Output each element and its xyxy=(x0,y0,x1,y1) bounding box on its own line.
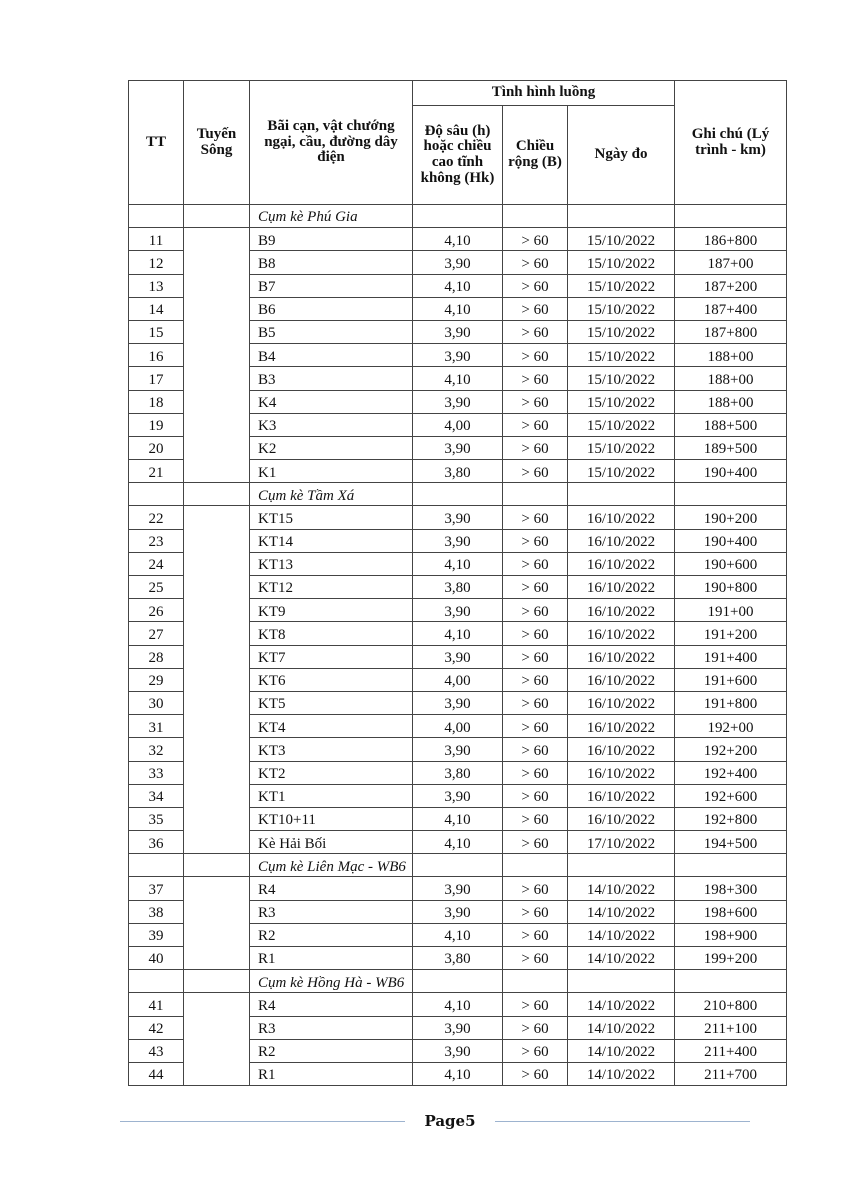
row-depth: 4,10 xyxy=(413,274,503,297)
row-width: > 60 xyxy=(503,274,568,297)
row-depth: 4,10 xyxy=(413,831,503,854)
row-obstacle-name: KT2 xyxy=(250,761,413,784)
row-note: 211+400 xyxy=(675,1039,787,1062)
row-obstacle-name: R1 xyxy=(250,1062,413,1085)
row-note: 192+600 xyxy=(675,784,787,807)
row-width: > 60 xyxy=(503,576,568,599)
row-note: 192+400 xyxy=(675,761,787,784)
page-number: Page5 xyxy=(424,1112,476,1130)
row-note: 187+200 xyxy=(675,274,787,297)
group-date-cell xyxy=(568,970,675,993)
row-width: > 60 xyxy=(503,344,568,367)
row-note: 186+800 xyxy=(675,228,787,251)
row-note: 187+400 xyxy=(675,297,787,320)
row-tt: 41 xyxy=(129,993,184,1016)
row-date: 14/10/2022 xyxy=(568,1039,675,1062)
group-tt-cell xyxy=(129,205,184,228)
row-width: > 60 xyxy=(503,436,568,459)
row-tt: 28 xyxy=(129,645,184,668)
row-note: 191+600 xyxy=(675,668,787,691)
row-width: > 60 xyxy=(503,691,568,714)
row-depth: 3,80 xyxy=(413,576,503,599)
group-row xyxy=(129,854,787,877)
header-width: Chiều rộng (B) xyxy=(503,106,568,205)
row-date: 16/10/2022 xyxy=(568,645,675,668)
river-cell xyxy=(184,506,250,854)
row-depth: 3,90 xyxy=(413,344,503,367)
row-width: > 60 xyxy=(503,622,568,645)
header-river: Tuyến Sông xyxy=(184,81,250,205)
row-depth: 4,10 xyxy=(413,228,503,251)
row-width: > 60 xyxy=(503,715,568,738)
row-date: 15/10/2022 xyxy=(568,320,675,343)
group-width-cell xyxy=(503,483,568,506)
row-depth: 4,10 xyxy=(413,297,503,320)
row-depth: 3,90 xyxy=(413,645,503,668)
row-tt: 14 xyxy=(129,297,184,320)
row-tt: 42 xyxy=(129,1016,184,1039)
header-tt: TT xyxy=(129,81,184,205)
row-obstacle-name: R2 xyxy=(250,923,413,946)
row-width: > 60 xyxy=(503,297,568,320)
table-row xyxy=(129,877,787,900)
row-date: 15/10/2022 xyxy=(568,251,675,274)
row-tt: 43 xyxy=(129,1039,184,1062)
row-width: > 60 xyxy=(503,506,568,529)
footer-rule-right xyxy=(495,1121,750,1122)
table-row xyxy=(129,993,787,1016)
row-obstacle-name: B6 xyxy=(250,297,413,320)
row-depth: 3,90 xyxy=(413,691,503,714)
row-obstacle-name: R4 xyxy=(250,877,413,900)
row-width: > 60 xyxy=(503,668,568,691)
group-row xyxy=(129,483,787,506)
row-note: 199+200 xyxy=(675,947,787,970)
row-obstacle-name: B9 xyxy=(250,228,413,251)
row-width: > 60 xyxy=(503,460,568,483)
row-width: > 60 xyxy=(503,552,568,575)
row-tt: 39 xyxy=(129,923,184,946)
row-tt: 24 xyxy=(129,552,184,575)
row-tt: 17 xyxy=(129,367,184,390)
row-obstacle-name: R1 xyxy=(250,947,413,970)
row-width: > 60 xyxy=(503,900,568,923)
header-channel-status: Tình hình luồng xyxy=(413,81,675,106)
row-depth: 4,10 xyxy=(413,367,503,390)
row-tt: 35 xyxy=(129,807,184,830)
group-date-cell xyxy=(568,854,675,877)
row-tt: 34 xyxy=(129,784,184,807)
row-date: 16/10/2022 xyxy=(568,738,675,761)
row-width: > 60 xyxy=(503,738,568,761)
row-obstacle-name: R3 xyxy=(250,900,413,923)
row-width: > 60 xyxy=(503,251,568,274)
row-obstacle-name: R3 xyxy=(250,1016,413,1039)
row-depth: 4,10 xyxy=(413,993,503,1016)
group-river-cell xyxy=(184,970,250,993)
row-depth: 4,10 xyxy=(413,552,503,575)
header-depth: Độ sâu (h) hoặc chiều cao tĩnh không (Hk) xyxy=(413,106,503,205)
row-width: > 60 xyxy=(503,645,568,668)
row-obstacle-name: KT13 xyxy=(250,552,413,575)
row-note: 187+00 xyxy=(675,251,787,274)
group-width-cell xyxy=(503,854,568,877)
row-note: 187+800 xyxy=(675,320,787,343)
row-tt: 44 xyxy=(129,1062,184,1085)
row-width: > 60 xyxy=(503,390,568,413)
row-date: 15/10/2022 xyxy=(568,274,675,297)
row-depth: 3,90 xyxy=(413,1039,503,1062)
row-note: 188+00 xyxy=(675,344,787,367)
row-date: 16/10/2022 xyxy=(568,715,675,738)
row-width: > 60 xyxy=(503,923,568,946)
group-width-cell xyxy=(503,970,568,993)
row-note: 211+700 xyxy=(675,1062,787,1085)
row-note: 190+400 xyxy=(675,460,787,483)
row-obstacle-name: KT7 xyxy=(250,645,413,668)
row-obstacle-name: K1 xyxy=(250,460,413,483)
row-date: 15/10/2022 xyxy=(568,413,675,436)
table-row xyxy=(129,506,787,529)
group-date-cell xyxy=(568,205,675,228)
row-depth: 4,10 xyxy=(413,923,503,946)
group-river-cell xyxy=(184,205,250,228)
row-depth: 3,80 xyxy=(413,460,503,483)
row-obstacle-name: B4 xyxy=(250,344,413,367)
row-date: 14/10/2022 xyxy=(568,1062,675,1085)
row-note: 191+400 xyxy=(675,645,787,668)
row-width: > 60 xyxy=(503,1016,568,1039)
row-note: 190+400 xyxy=(675,529,787,552)
row-obstacle-name: K2 xyxy=(250,436,413,459)
row-depth: 3,90 xyxy=(413,784,503,807)
row-note: 194+500 xyxy=(675,831,787,854)
row-tt: 19 xyxy=(129,413,184,436)
row-note: 191+00 xyxy=(675,599,787,622)
row-obstacle-name: KT1 xyxy=(250,784,413,807)
row-date: 15/10/2022 xyxy=(568,297,675,320)
row-date: 14/10/2022 xyxy=(568,993,675,1016)
row-date: 16/10/2022 xyxy=(568,622,675,645)
river-cell xyxy=(184,993,250,1086)
header-note: Ghi chú (Lý trình - km) xyxy=(675,81,787,205)
row-obstacle-name: KT14 xyxy=(250,529,413,552)
row-depth: 3,80 xyxy=(413,761,503,784)
row-depth: 3,90 xyxy=(413,390,503,413)
row-obstacle-name: R4 xyxy=(250,993,413,1016)
row-width: > 60 xyxy=(503,784,568,807)
row-tt: 26 xyxy=(129,599,184,622)
row-tt: 15 xyxy=(129,320,184,343)
row-depth: 3,90 xyxy=(413,320,503,343)
row-date: 16/10/2022 xyxy=(568,761,675,784)
river-cell xyxy=(184,877,250,970)
row-note: 210+800 xyxy=(675,993,787,1016)
group-name: Cụm kè Phú Gia xyxy=(250,205,413,228)
row-tt: 21 xyxy=(129,460,184,483)
group-depth-cell xyxy=(413,483,503,506)
row-date: 16/10/2022 xyxy=(568,807,675,830)
group-note-cell xyxy=(675,970,787,993)
row-depth: 4,10 xyxy=(413,1062,503,1085)
row-depth: 3,90 xyxy=(413,436,503,459)
row-date: 17/10/2022 xyxy=(568,831,675,854)
row-date: 14/10/2022 xyxy=(568,923,675,946)
row-depth: 3,90 xyxy=(413,900,503,923)
row-tt: 36 xyxy=(129,831,184,854)
group-river-cell xyxy=(184,854,250,877)
row-obstacle-name: B8 xyxy=(250,251,413,274)
row-depth: 3,90 xyxy=(413,529,503,552)
row-note: 192+200 xyxy=(675,738,787,761)
group-river-cell xyxy=(184,483,250,506)
row-width: > 60 xyxy=(503,413,568,436)
row-tt: 40 xyxy=(129,947,184,970)
row-obstacle-name: K3 xyxy=(250,413,413,436)
row-width: > 60 xyxy=(503,367,568,390)
row-depth: 3,80 xyxy=(413,947,503,970)
group-row xyxy=(129,205,787,228)
row-date: 16/10/2022 xyxy=(568,784,675,807)
row-width: > 60 xyxy=(503,1062,568,1085)
row-depth: 3,90 xyxy=(413,877,503,900)
row-date: 16/10/2022 xyxy=(568,576,675,599)
group-depth-cell xyxy=(413,854,503,877)
row-date: 14/10/2022 xyxy=(568,947,675,970)
row-obstacle-name: K4 xyxy=(250,390,413,413)
data-table xyxy=(128,80,787,1086)
row-width: > 60 xyxy=(503,228,568,251)
row-date: 16/10/2022 xyxy=(568,599,675,622)
row-date: 14/10/2022 xyxy=(568,1016,675,1039)
row-tt: 18 xyxy=(129,390,184,413)
row-width: > 60 xyxy=(503,599,568,622)
row-tt: 30 xyxy=(129,691,184,714)
group-tt-cell xyxy=(129,970,184,993)
row-note: 190+200 xyxy=(675,506,787,529)
group-width-cell xyxy=(503,205,568,228)
row-width: > 60 xyxy=(503,761,568,784)
row-date: 15/10/2022 xyxy=(568,390,675,413)
group-note-cell xyxy=(675,854,787,877)
row-date: 15/10/2022 xyxy=(568,228,675,251)
row-note: 191+200 xyxy=(675,622,787,645)
row-depth: 4,00 xyxy=(413,715,503,738)
row-note: 188+00 xyxy=(675,390,787,413)
group-tt-cell xyxy=(129,483,184,506)
row-date: 15/10/2022 xyxy=(568,367,675,390)
row-obstacle-name: B3 xyxy=(250,367,413,390)
row-tt: 16 xyxy=(129,344,184,367)
row-date: 15/10/2022 xyxy=(568,436,675,459)
row-note: 198+300 xyxy=(675,877,787,900)
row-obstacle-name: KT3 xyxy=(250,738,413,761)
row-width: > 60 xyxy=(503,807,568,830)
row-depth: 3,90 xyxy=(413,738,503,761)
row-width: > 60 xyxy=(503,320,568,343)
row-obstacle-name: KT5 xyxy=(250,691,413,714)
river-cell xyxy=(184,228,250,483)
header-obstacle: Bãi cạn, vật chướng ngại, cầu, đường dây điện xyxy=(250,81,413,205)
row-note: 190+600 xyxy=(675,552,787,575)
row-note: 189+500 xyxy=(675,436,787,459)
row-tt: 33 xyxy=(129,761,184,784)
table-body xyxy=(129,205,787,1086)
row-note: 190+800 xyxy=(675,576,787,599)
row-tt: 23 xyxy=(129,529,184,552)
row-width: > 60 xyxy=(503,947,568,970)
group-date-cell xyxy=(568,483,675,506)
row-date: 16/10/2022 xyxy=(568,668,675,691)
row-tt: 22 xyxy=(129,506,184,529)
row-tt: 27 xyxy=(129,622,184,645)
row-tt: 20 xyxy=(129,436,184,459)
row-tt: 25 xyxy=(129,576,184,599)
row-width: > 60 xyxy=(503,993,568,1016)
row-obstacle-name: Kè Hải Bối xyxy=(250,831,413,854)
group-note-cell xyxy=(675,483,787,506)
row-width: > 60 xyxy=(503,1039,568,1062)
row-obstacle-name: KT8 xyxy=(250,622,413,645)
row-width: > 60 xyxy=(503,831,568,854)
row-note: 198+900 xyxy=(675,923,787,946)
row-note: 198+600 xyxy=(675,900,787,923)
row-depth: 3,90 xyxy=(413,251,503,274)
row-depth: 4,10 xyxy=(413,622,503,645)
group-name: Cụm kè Tầm Xá xyxy=(250,483,413,506)
row-date: 16/10/2022 xyxy=(568,529,675,552)
row-obstacle-name: KT15 xyxy=(250,506,413,529)
row-tt: 38 xyxy=(129,900,184,923)
row-tt: 31 xyxy=(129,715,184,738)
row-depth: 4,00 xyxy=(413,668,503,691)
row-depth: 3,90 xyxy=(413,1016,503,1039)
row-note: 192+800 xyxy=(675,807,787,830)
row-obstacle-name: KT9 xyxy=(250,599,413,622)
row-depth: 4,00 xyxy=(413,413,503,436)
row-note: 188+00 xyxy=(675,367,787,390)
header-date: Ngày đo xyxy=(568,106,675,205)
table-row xyxy=(129,228,787,251)
row-obstacle-name: KT6 xyxy=(250,668,413,691)
row-tt: 12 xyxy=(129,251,184,274)
row-obstacle-name: B7 xyxy=(250,274,413,297)
group-name: Cụm kè Hồng Hà - WB6 xyxy=(250,970,413,993)
row-tt: 29 xyxy=(129,668,184,691)
group-name: Cụm kè Liên Mạc - WB6 xyxy=(250,854,413,877)
row-tt: 11 xyxy=(129,228,184,251)
group-tt-cell xyxy=(129,854,184,877)
row-date: 15/10/2022 xyxy=(568,460,675,483)
row-depth: 3,90 xyxy=(413,506,503,529)
row-depth: 4,10 xyxy=(413,807,503,830)
row-width: > 60 xyxy=(503,877,568,900)
group-depth-cell xyxy=(413,970,503,993)
row-note: 192+00 xyxy=(675,715,787,738)
row-date: 16/10/2022 xyxy=(568,552,675,575)
row-note: 191+800 xyxy=(675,691,787,714)
footer-rule-left xyxy=(120,1121,405,1122)
row-note: 211+100 xyxy=(675,1016,787,1039)
row-obstacle-name: R2 xyxy=(250,1039,413,1062)
row-date: 15/10/2022 xyxy=(568,344,675,367)
row-tt: 32 xyxy=(129,738,184,761)
row-date: 14/10/2022 xyxy=(568,877,675,900)
group-row xyxy=(129,970,787,993)
row-date: 14/10/2022 xyxy=(568,900,675,923)
row-tt: 13 xyxy=(129,274,184,297)
row-obstacle-name: B5 xyxy=(250,320,413,343)
row-obstacle-name: KT10+11 xyxy=(250,807,413,830)
row-width: > 60 xyxy=(503,529,568,552)
group-depth-cell xyxy=(413,205,503,228)
page-footer xyxy=(0,1100,849,1140)
row-tt: 37 xyxy=(129,877,184,900)
row-note: 188+500 xyxy=(675,413,787,436)
row-obstacle-name: KT4 xyxy=(250,715,413,738)
row-depth: 3,90 xyxy=(413,599,503,622)
row-obstacle-name: KT12 xyxy=(250,576,413,599)
row-date: 16/10/2022 xyxy=(568,506,675,529)
group-note-cell xyxy=(675,205,787,228)
row-date: 16/10/2022 xyxy=(568,691,675,714)
